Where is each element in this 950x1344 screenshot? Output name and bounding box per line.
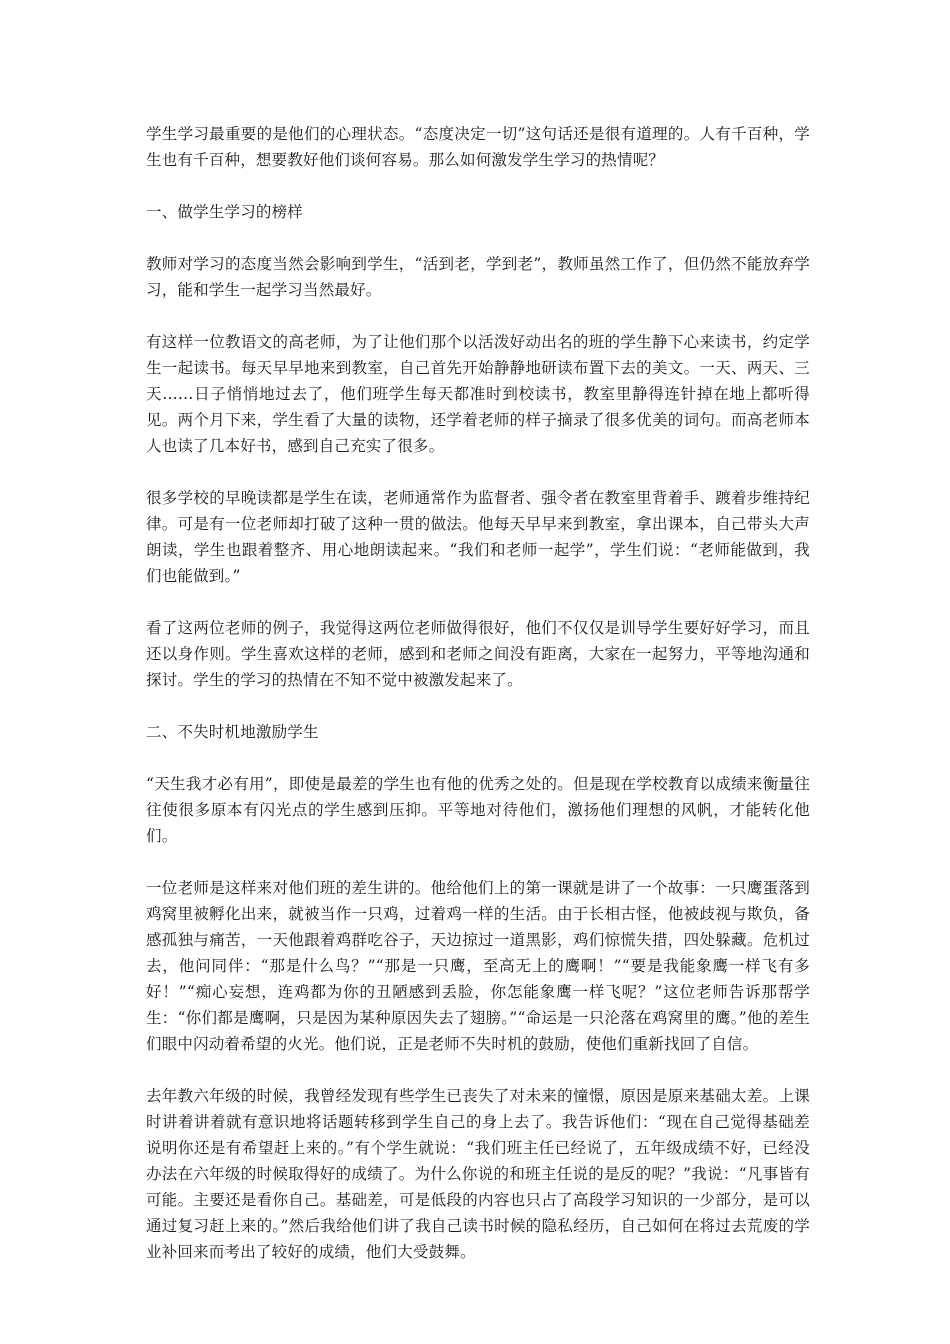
section-heading-1: 一、做学生学习的榜样 <box>146 203 304 221</box>
paragraph: 很多学校的早晚读都是学生在读，老师通常作为监督者、强令者在教室里背着手、踱着步维持纪律。可是有一位老师却打破了这种一贯的做法。他每天早早来到教室，拿出课本，自己带头大声朗读，学生也跟着整齐、用心地朗读起来。“我们和老师一起学”，学生们说：“老师能做到，我们也能做到。” <box>146 489 810 585</box>
intro-paragraph: 学生学习最重要的是他们的心理状态。“态度决定一切”这句话还是很有道理的。人有千百种，学生也有千百种，想要教好他们谈何容易。那么如何激发学生学习的热情呢？ <box>146 125 810 169</box>
paragraph: 教师对学习的态度当然会影响到学生，“活到老，学到老”，教师虽然工作了，但仍然不能放弃学习，能和学生一起学习当然最好。 <box>146 255 810 299</box>
paragraph: 去年教六年级的时候，我曾经发现有些学生已丧失了对未来的憧憬，原因是原来基础太差。上课时讲着讲着就有意识地将话题转移到学生自己的身上去了。我告诉他们：“现在自己觉得基础差说明你还是有希望赶上来的。”有个学生就说：“我们班主任已经说了，五年级成绩不好，已经没办法在六年级的时候取得好的成绩了。为什么你说的和班主任说的是反的呢？”我说：“凡事皆有可能。主要还是看你自己。基础差，可是低段的内容也只占了高段学习知识的一少部分，是可以通过复习赶上来的。”然后我给他们讲了我自己读书时候的隐私经历，自己如何在将过去荒废的学业补回来而考出了较好的成绩，他们大受鼓舞。 <box>146 1087 810 1261</box>
section-heading-2: 二、不失时机地激励学生 <box>146 723 319 741</box>
paragraph: “天生我才必有用”，即使是最差的学生也有他的优秀之处的。但是现在学校教育以成绩来衡量往往使很多原本有闪光点的学生感到压抑。平等地对待他们，激扬他们理想的风帆，才能转化他们。 <box>146 775 810 845</box>
paragraph: 看了这两位老师的例子，我觉得这两位老师做得很好，他们不仅仅是训导学生要好好学习，而且还以身作则。学生喜欢这样的老师，感到和老师之间没有距离，大家在一起努力，平等地沟通和探讨。学生的学习的热情在不知不觉中被激发起来了。 <box>146 619 810 689</box>
paragraph: 一位老师是这样来对他们班的差生讲的。他给他们上的第一课就是讲了一个故事：一只鹰蛋落到鸡窝里被孵化出来，就被当作一只鸡，过着鸡一样的生活。由于长相古怪，他被歧视与欺负，备感孤独与痛苦，一天他跟着鸡群吃谷子，天边掠过一道黑影，鸡们惊慌失措，四处躲藏。危机过去，他问同伴：“那是什么鸟？”“那是一只鹰，至高无上的鹰啊！”“要是我能象鹰一样飞有多好！”“痴心妄想，连鸡都为你的丑陋感到丢脸，你怎能象鹰一样飞呢？”这位老师告诉那帮学生：“你们都是鹰啊，只是因为某种原因失去了翅膀。”“命运是一只沦落在鸡窝里的鹰。”他的差生们眼中闪动着希望的火光。他们说，正是老师不失时机的鼓励，使他们重新找回了自信。 <box>146 879 810 1053</box>
paragraph: 有这样一位教语文的高老师，为了让他们那个以活泼好动出名的班的学生静下心来读书，约定学生一起读书。每天早早地来到教室，自己首先开始静静地研读布置下去的美文。一天、两天、三天……日子悄悄地过去了，他们班学生每天都准时到校读书，教室里静得连针掉在地上都听得见。两个月下来，学生看了大量的读物，还学着老师的样子摘录了很多优美的词句。而高老师本人也读了几本好书，感到自己充实了很多。 <box>146 333 810 455</box>
article-body <box>146 121 810 1291</box>
